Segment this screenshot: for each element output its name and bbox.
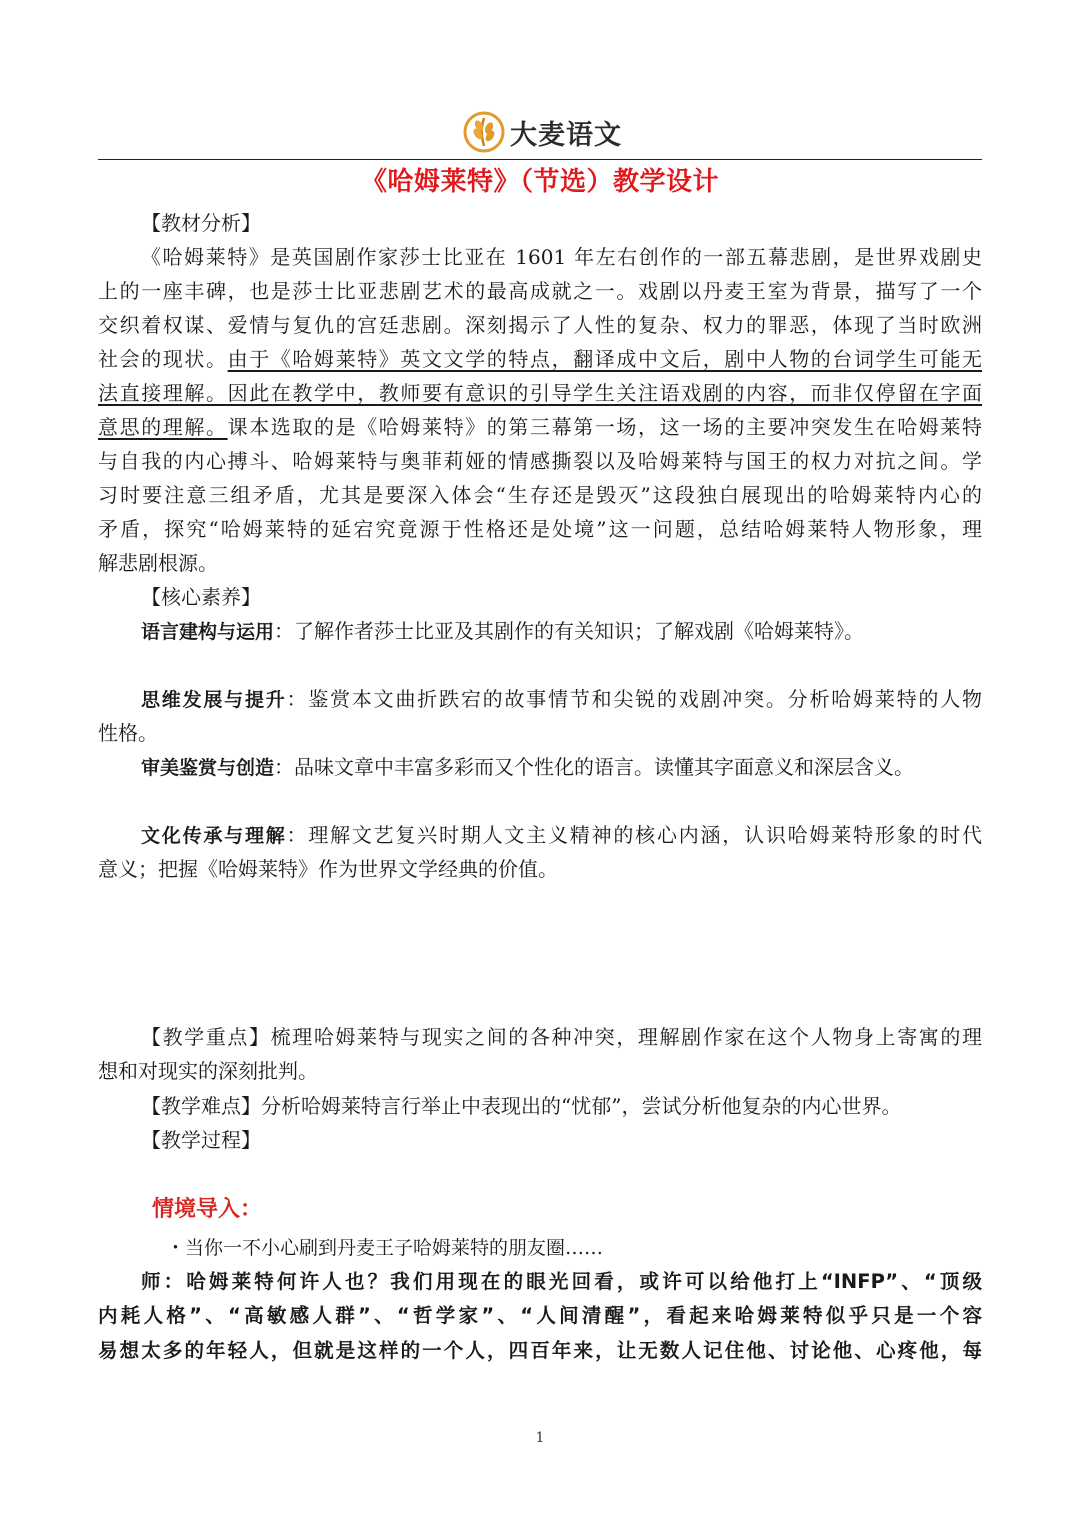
intro-bullet: ・当你一不小心刷到丹麦王子哈姆莱特的朋友圈…… — [166, 1237, 604, 1259]
analysis-line: 《哈姆莱特》是英国剧作家莎士比亚在 1601 年左右创作的一部五幕悲剧，是世界戏剧史 — [141, 245, 982, 269]
literacy-culture — [141, 818, 982, 853]
analysis-line — [98, 410, 982, 444]
teacher-line: 易想太多的年轻人，但就是这样的一个人，四百年来，让无数人记住他、讨论他、心疼他，每 — [98, 1339, 982, 1362]
analysis-line: 交织着权谋、爱情与复仇的宫廷悲剧。深刻揭示了人性的复杂、权力的罪恶，体现了当时欧洲 — [98, 313, 982, 337]
document-title: 《哈姆莱特》（节选）教学设计 — [360, 167, 719, 197]
analysis-line: 与自我的内心搏斗、哈姆莱特与奥菲莉娅的情感撕裂以及哈姆莱特与国王的权力对抗之间。学 — [98, 449, 982, 473]
brand-logo — [462, 108, 622, 156]
literacy-text: ：品味文章中丰富多彩而又个性化的语言。读懂其字面意义和深层含义。 — [274, 755, 915, 779]
process-heading: 【教学过程】 — [141, 1128, 261, 1152]
literacy-label: 语言建构与运用 — [141, 621, 275, 643]
underlined-text: 法直接理解。因此在教学中，教师要有意识的引导学生关注语戏剧的内容，而非仅停留在字面 — [98, 381, 982, 405]
page-number: 1 — [535, 1430, 545, 1446]
literacy-text: ：鉴赏本文曲折跌宕的故事情节和尖锐的戏剧冲突。分析哈姆莱特的人物 — [286, 687, 982, 711]
wheat-logo-icon — [462, 110, 506, 154]
literacy-text: ：了解作者莎士比亚及其剧作的有关知识；了解戏剧《哈姆莱特》。 — [274, 619, 865, 643]
underlined-text: 意思的理解。 — [98, 415, 228, 439]
key-point-text: 梳理哈姆莱特与现实之间的各种冲突，理解剧作家在这个人物身上寄寓的理 — [270, 1025, 983, 1049]
literacy-aesthetic — [141, 750, 982, 785]
key-point-cont: 想和对现实的深刻批判。 — [98, 1059, 318, 1083]
literacy-label: 审美鉴赏与创造 — [141, 757, 275, 779]
literacy-label: 思维发展与提升 — [141, 689, 287, 711]
teacher-line: 师：哈姆莱特何许人也？我们用现在的眼光回看，或许可以给他打上“INFP”、“顶级 — [141, 1270, 982, 1293]
analysis-text: 课本选取的是《哈姆莱特》的第三幕第一场，这一场的主要冲突发生在哈姆莱特 — [227, 415, 983, 439]
analysis-line: 矛盾，探究“哈姆莱特的延宕究竟源于性格还是处境”这一问题，总结哈姆莱特人物形象，理 — [98, 517, 982, 541]
literacy-culture-cont: 意义；把握《哈姆莱特》作为世界文学经典的价值。 — [98, 857, 558, 881]
literacy-heading: 【核心素养】 — [141, 585, 261, 609]
analysis-line: 解悲剧根源。 — [98, 551, 218, 575]
analysis-text: 社会的现状。 — [98, 347, 228, 371]
header-rule — [98, 159, 982, 160]
key-point-label: 【教学重点】 — [141, 1025, 271, 1049]
key-point — [141, 1020, 982, 1054]
intro-heading: 情境导入： — [152, 1197, 263, 1222]
analysis-line: 习时要注意三组矛盾，尤其是要深入体会“生存还是毁灭”这段独白展现出的哈姆莱特内心的 — [98, 483, 982, 507]
literacy-language — [141, 614, 982, 649]
analysis-line — [98, 342, 982, 376]
literacy-thinking-cont: 性格。 — [98, 721, 158, 745]
logo-text: 大麦语文 — [510, 119, 622, 151]
difficulty-label: 【教学难点】 — [141, 1094, 261, 1118]
teacher-line: 内耗人格”、“高敏感人群”、“哲学家”、“人间清醒”，看起来哈姆莱特似乎只是一个容 — [98, 1304, 982, 1327]
difficulty-text: 分析哈姆莱特言行举止中表现出的“忧郁”，尝试分析他复杂的内心世界。 — [261, 1094, 902, 1118]
literacy-label: 文化传承与理解 — [141, 825, 287, 847]
literacy-text: ：理解文艺复兴时期人文主义精神的核心内涵，认识哈姆莱特形象的时代 — [286, 823, 982, 847]
difficulty — [141, 1089, 982, 1123]
literacy-thinking — [141, 682, 982, 717]
analysis-line: 上的一座丰碑，也是莎士比亚悲剧艺术的最高成就之一。戏剧以丹麦王室为背景，描写了一个 — [98, 279, 982, 303]
underlined-text: 由于《哈姆莱特》英文文学的特点，翻译成中文后，剧中人物的台词学生可能无 — [227, 347, 983, 371]
analysis-heading: 【教材分析】 — [141, 211, 261, 235]
